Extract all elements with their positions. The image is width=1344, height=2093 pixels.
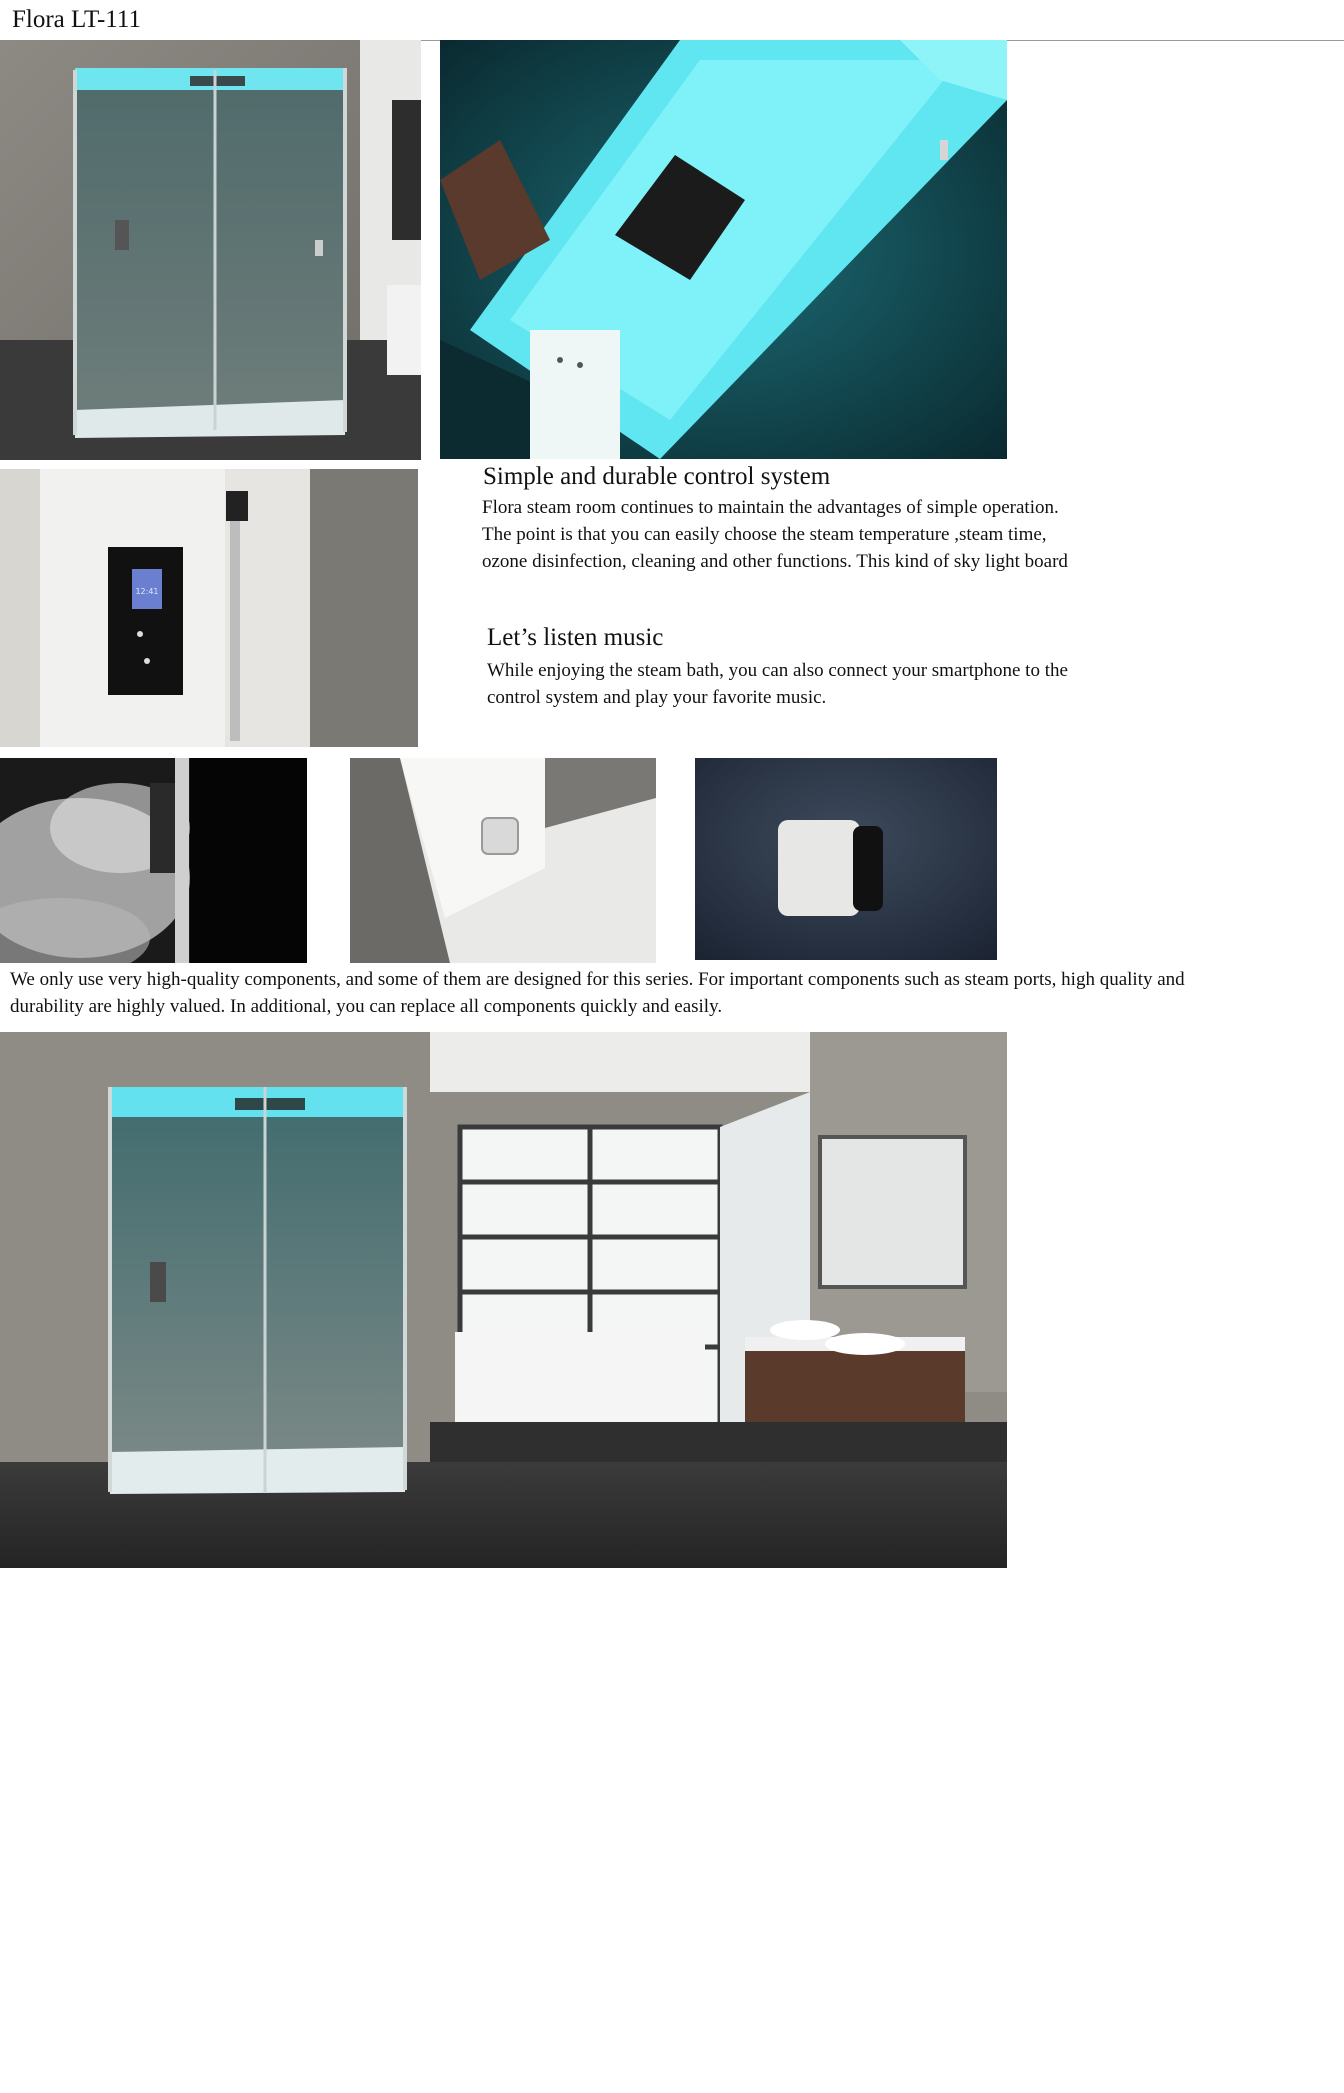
page-title: Flora LT-111 xyxy=(12,6,141,33)
control-panel-photo xyxy=(0,469,418,747)
music-line-2: control system and play your favorite music. xyxy=(487,687,827,708)
components-line-2: durability are highly valued. In additional, you can replace all components quickly and easily. xyxy=(10,996,723,1017)
control-system-line-2: The point is that you can easily choose the steam temperature ,steam time, xyxy=(482,524,1047,545)
sky-light-ceiling-photo xyxy=(440,40,1007,459)
control-system-line-3: ozone disinfection, cleaning and other functions. This kind of sky light board xyxy=(482,551,1068,572)
panel-clock: 12:41 xyxy=(135,587,159,596)
control-system-line-1: Flora steam room continues to maintain the advantages of simple operation. xyxy=(482,497,1059,518)
bathroom-scene-photo xyxy=(0,1032,1007,1568)
shower-cabin-photo xyxy=(0,40,421,460)
wall-steam-port-photo xyxy=(350,758,656,963)
music-heading: Let’s listen music xyxy=(487,624,664,651)
steam-outlet-photo xyxy=(0,758,307,963)
control-system-heading: Simple and durable control system xyxy=(483,463,831,490)
steam-port-closeup-photo xyxy=(695,758,997,960)
components-line-1: We only use very high-quality components, and some of them are designed for this series. For important components such as steam ports, high quality and xyxy=(10,969,1185,990)
music-line-1: While enjoying the steam bath, you can also connect your smartphone to the xyxy=(487,660,1068,681)
